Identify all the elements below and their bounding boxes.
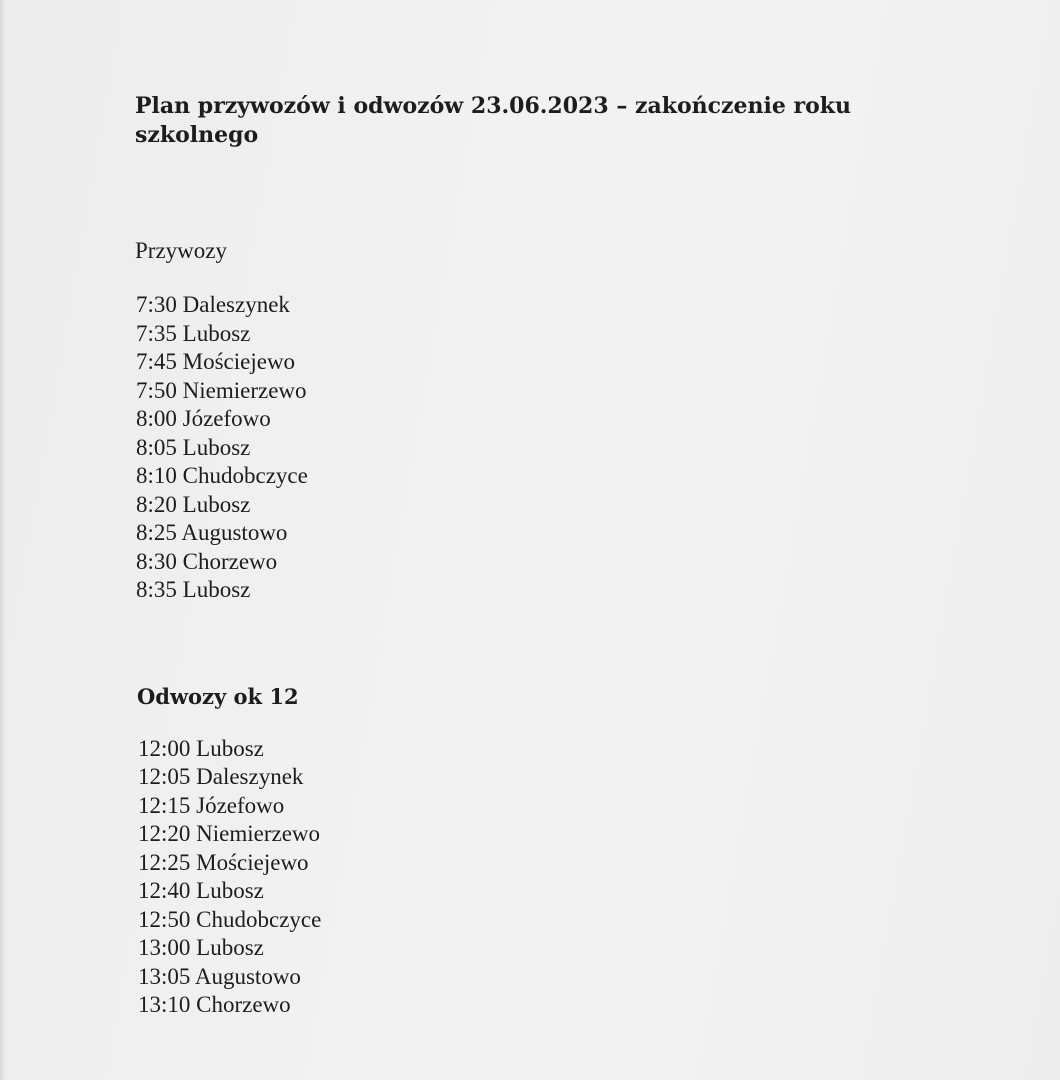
schedule-entry: 7:45 Mościejewo [136, 349, 296, 374]
schedule-entry: 12:25 Mościejewo [138, 849, 309, 875]
schedule-entry: 12:05 Daleszynek [138, 764, 304, 789]
schedule-entry: 12:50 Chudobczyce [138, 906, 322, 932]
schedule-entry: 13:05 Augustowo [138, 963, 301, 989]
przywozy-list [135, 291, 935, 605]
schedule-entry: 13:00 Lubosz [138, 935, 264, 960]
section-heading-odwozy: Odwozy ok 12 [137, 683, 299, 709]
schedule-entry: 8:30 Chorzewo [136, 548, 278, 574]
schedule-entry: 12:00 Lubosz [138, 735, 264, 761]
document-title: Plan przywozów i odwozów 23.06.2023 – zakończenie roku szkolnego [135, 93, 852, 148]
schedule-entry: 7:30 Daleszynek [136, 292, 290, 317]
section-heading-przywozy: Przywozy [135, 238, 227, 263]
schedule-entry: 12:40 Lubosz [138, 878, 264, 903]
schedule-entry: 7:35 Lubosz [136, 320, 251, 346]
schedule-entry: 12:15 Józefowo [138, 792, 285, 818]
document-body [135, 92, 935, 1020]
schedule-entry: 8:25 Augustowo [136, 520, 288, 545]
schedule-entry: 8:20 Lubosz [136, 491, 251, 517]
schedule-entry: 8:35 Lubosz [136, 577, 251, 602]
schedule-entry: 8:05 Lubosz [136, 434, 251, 460]
schedule-entry: 8:00 Józefowo [136, 406, 271, 431]
schedule-entry: 7:50 Niemierzewo [136, 377, 307, 403]
schedule-entry: 8:10 Chudobczyce [136, 463, 308, 488]
schedule-entry: 12:20 Niemierzewo [138, 821, 321, 846]
schedule-entry: 13:10 Chorzewo [138, 992, 291, 1017]
odwozy-list [137, 735, 935, 1020]
